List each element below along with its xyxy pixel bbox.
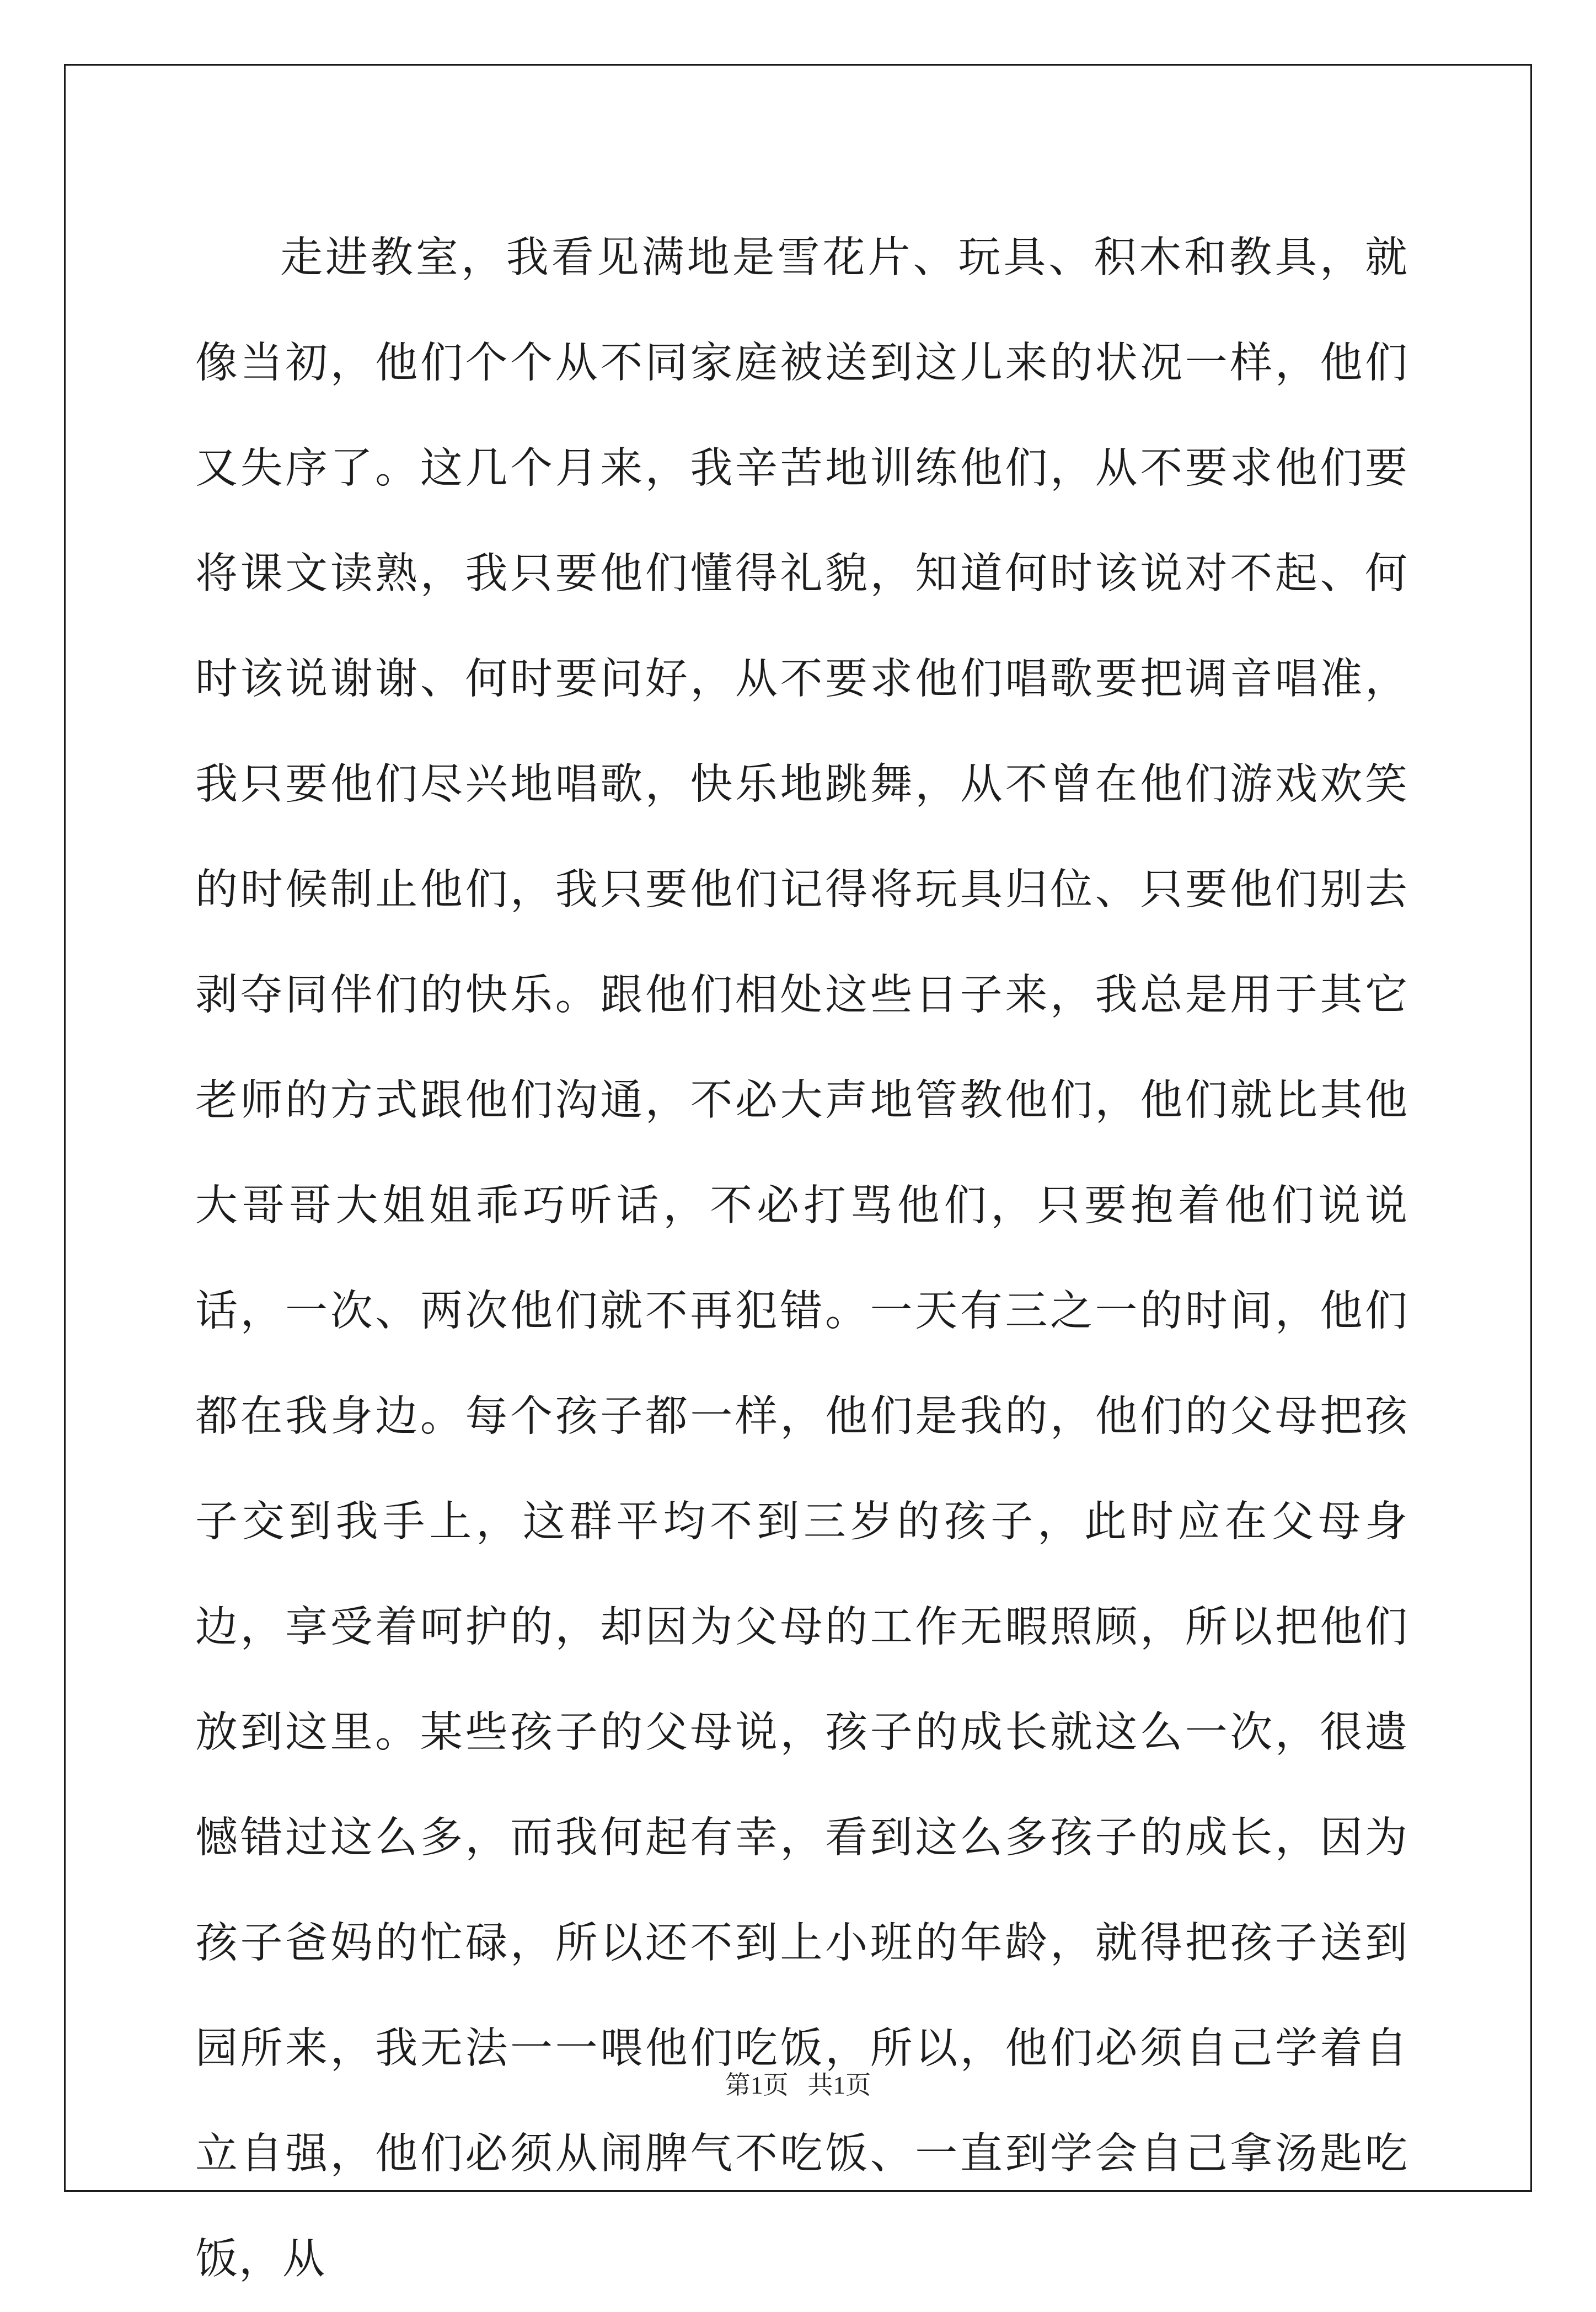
page-footer: 第1页 共1页 [725, 2071, 871, 2099]
body-paragraph: 走进教室，我看见满地是雪花片、玩具、积木和教具，就像当初，他们个个从不同家庭被送到这儿来的状况一样，他们又失序了。这几个月来，我辛苦地训练他们，从不要求他们要将课文读熟，我只要他们懂得礼貌，知道何时该说对不起、何时该说谢谢、何时要问好，从不要求他们唱歌要把调音唱准，我只要他们尽兴地唱歌，快乐地跳舞，从不曾在他们游戏欢笑的时候制止他们，我只要他们记得将玩具归位、只要他们别去剥夺同伴们的快乐。跟他们相处这些日子来，我总是用于其它老师的方式跟他们沟通，不必大声地管教他们，他们就比其他大哥哥大姐姐乖巧听话，不必打骂他们，只要抱着他们说说话，一次、两次他们就不再犯错。一天有三之一的时间，他们都在我身边。每个孩子都一样，他们是我的，他们的父母把孩子交到我手上，这群平均不到三岁的孩子，此时应在父母身边，享受着呵护的，却因为父母的工作无暇照顾，所以把他们放到这里。某些孩子的父母说，孩子的成长就这么一次，很遗憾错过这么多，而我何起有幸，看到这么多孩子的成长，因为孩子爸妈的忙碌，所以还不到上小班的年龄，就得把孩子送到园所来，我无法一一喂他们吃饭，所以，他们必须自己学着自立自强，他们必须从闹脾气不吃饭、一直到学会自己拿汤匙吃饭，从 [195, 233, 1408, 2284]
